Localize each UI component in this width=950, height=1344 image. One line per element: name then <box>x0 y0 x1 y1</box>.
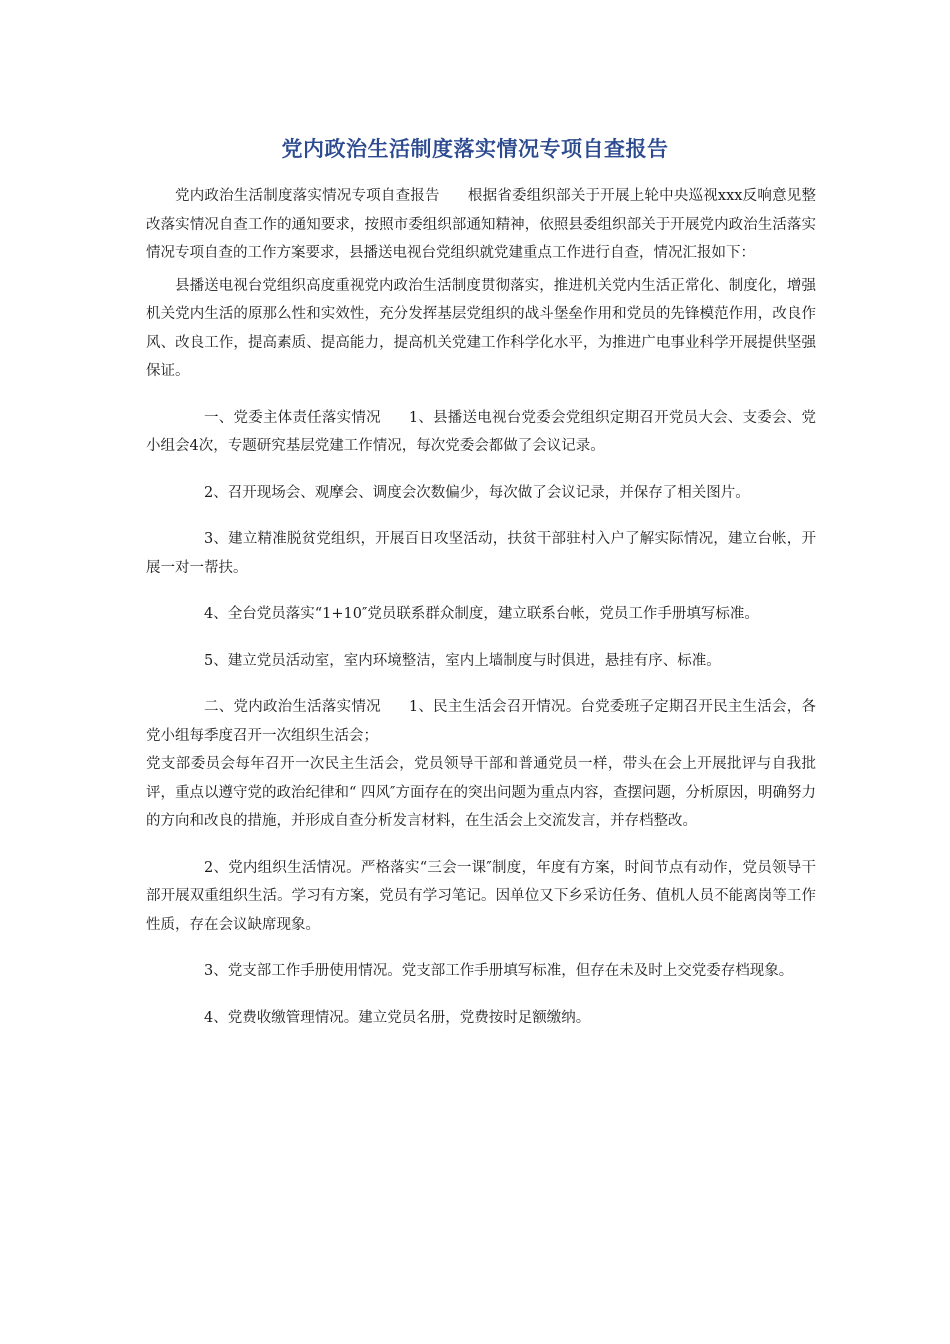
paragraph-section2-item3: 3、党支部工作手册使用情况。党支部工作手册填写标准，但存在未及时上交党委存档现象。 <box>204 963 794 979</box>
section1-heading: 一、党委主体责任落实情况 <box>204 409 381 426</box>
section1-item1-text: 1、县播送电视台党委会党组织定期召开党员大会、支委会、党小组会4次，专题研究基层党建工作情况，每次党委会都做了会议记录。 <box>146 409 816 454</box>
intro-body-text: 根据省委组织部关于开展上轮中央巡视xxx反响意见整改落实情况自查工作的通知要求，按照市委组织部通知精神，依照县委组织部关于开展党内政治生活落实情况专项自查的工作方案要求，县播送电视台党组织就党建重点工作进行自查，情况汇报如下： <box>146 188 817 261</box>
paragraph-section2-item2: 2、党内组织生活情况。严格落实“三会一课″制度，年度有方案，时间节点有动作，党员领导干部开展双重组织生活。学习有方案，党员有学习笔记。因单位又下乡采访任务、值机人员不能离岗等工作性质，存在会议缺席现象。 <box>146 859 816 933</box>
document-body <box>146 182 816 1032</box>
paragraph-section2-item4: 4、党费收缴管理情况。建立党员名册，党费按时足额缴纳。 <box>204 1009 591 1026</box>
paragraph-section1-item4: 4、全台党员落实“1+10″党员联系群众制度，建立联系台帐，党员工作手册填写标准。 <box>204 606 759 622</box>
paragraph-section2-item1-continued: 党支部委员会每年召开一次民主生活会，党员领导干部和普通党员一样，带头在会上开展批评与自我批评，重点以遵守党的政治纪律和“ 四风″方面存在的突出问题为重点内容，查摆问题，分析原因，明确努力的方向和改良的措施，并形成自查分析发言材料，在生活会上交流发言，并存档整改。 <box>146 756 816 829</box>
paragraph-section1-item2: 2、召开现场会、观摩会、调度会次数偏少，每次做了会议记录，并保存了相关图片。 <box>204 484 750 501</box>
intro-heading-text: 党内政治生活制度落实情况专项自查报告 <box>175 188 440 204</box>
paragraph-section1-item5: 5、建立党员活动室，室内环境整洁，室内上墙制度与时俱进，悬挂有序、标准。 <box>204 652 721 669</box>
section2-heading: 二、党内政治生活落实情况 <box>204 699 381 715</box>
paragraph-section2-item1 <box>146 693 816 750</box>
document-title: 党内政治生活制度落实情况专项自查报告 <box>281 137 669 161</box>
paragraph-section1-item3: 3、建立精准脱贫党组织，开展百日攻坚活动，扶贫干部驻村入户了解实际情况，建立台帐，开展一对一帮扶。 <box>146 531 816 576</box>
paragraph-intro <box>146 182 816 268</box>
section2-item1-text: 1、民主生活会召开情况。台党委班子定期召开民主生活会，各党小组每季度召开一次组织生活会； <box>146 699 816 744</box>
paragraph-section1-item1 <box>146 404 816 461</box>
paragraph-overview: 县播送电视台党组织高度重视党内政治生活制度贯彻落实，推进机关党内生活正常化、制度化，增强机关党内生活的原那么性和实效性，充分发挥基层党组织的战斗堡垒作用和党员的先锋模范作用，改良作风、改良工作，提高素质、提高能力，提高机关党建工作科学化水平，为推进广电事业科学开展提供坚强保证。 <box>146 277 816 379</box>
